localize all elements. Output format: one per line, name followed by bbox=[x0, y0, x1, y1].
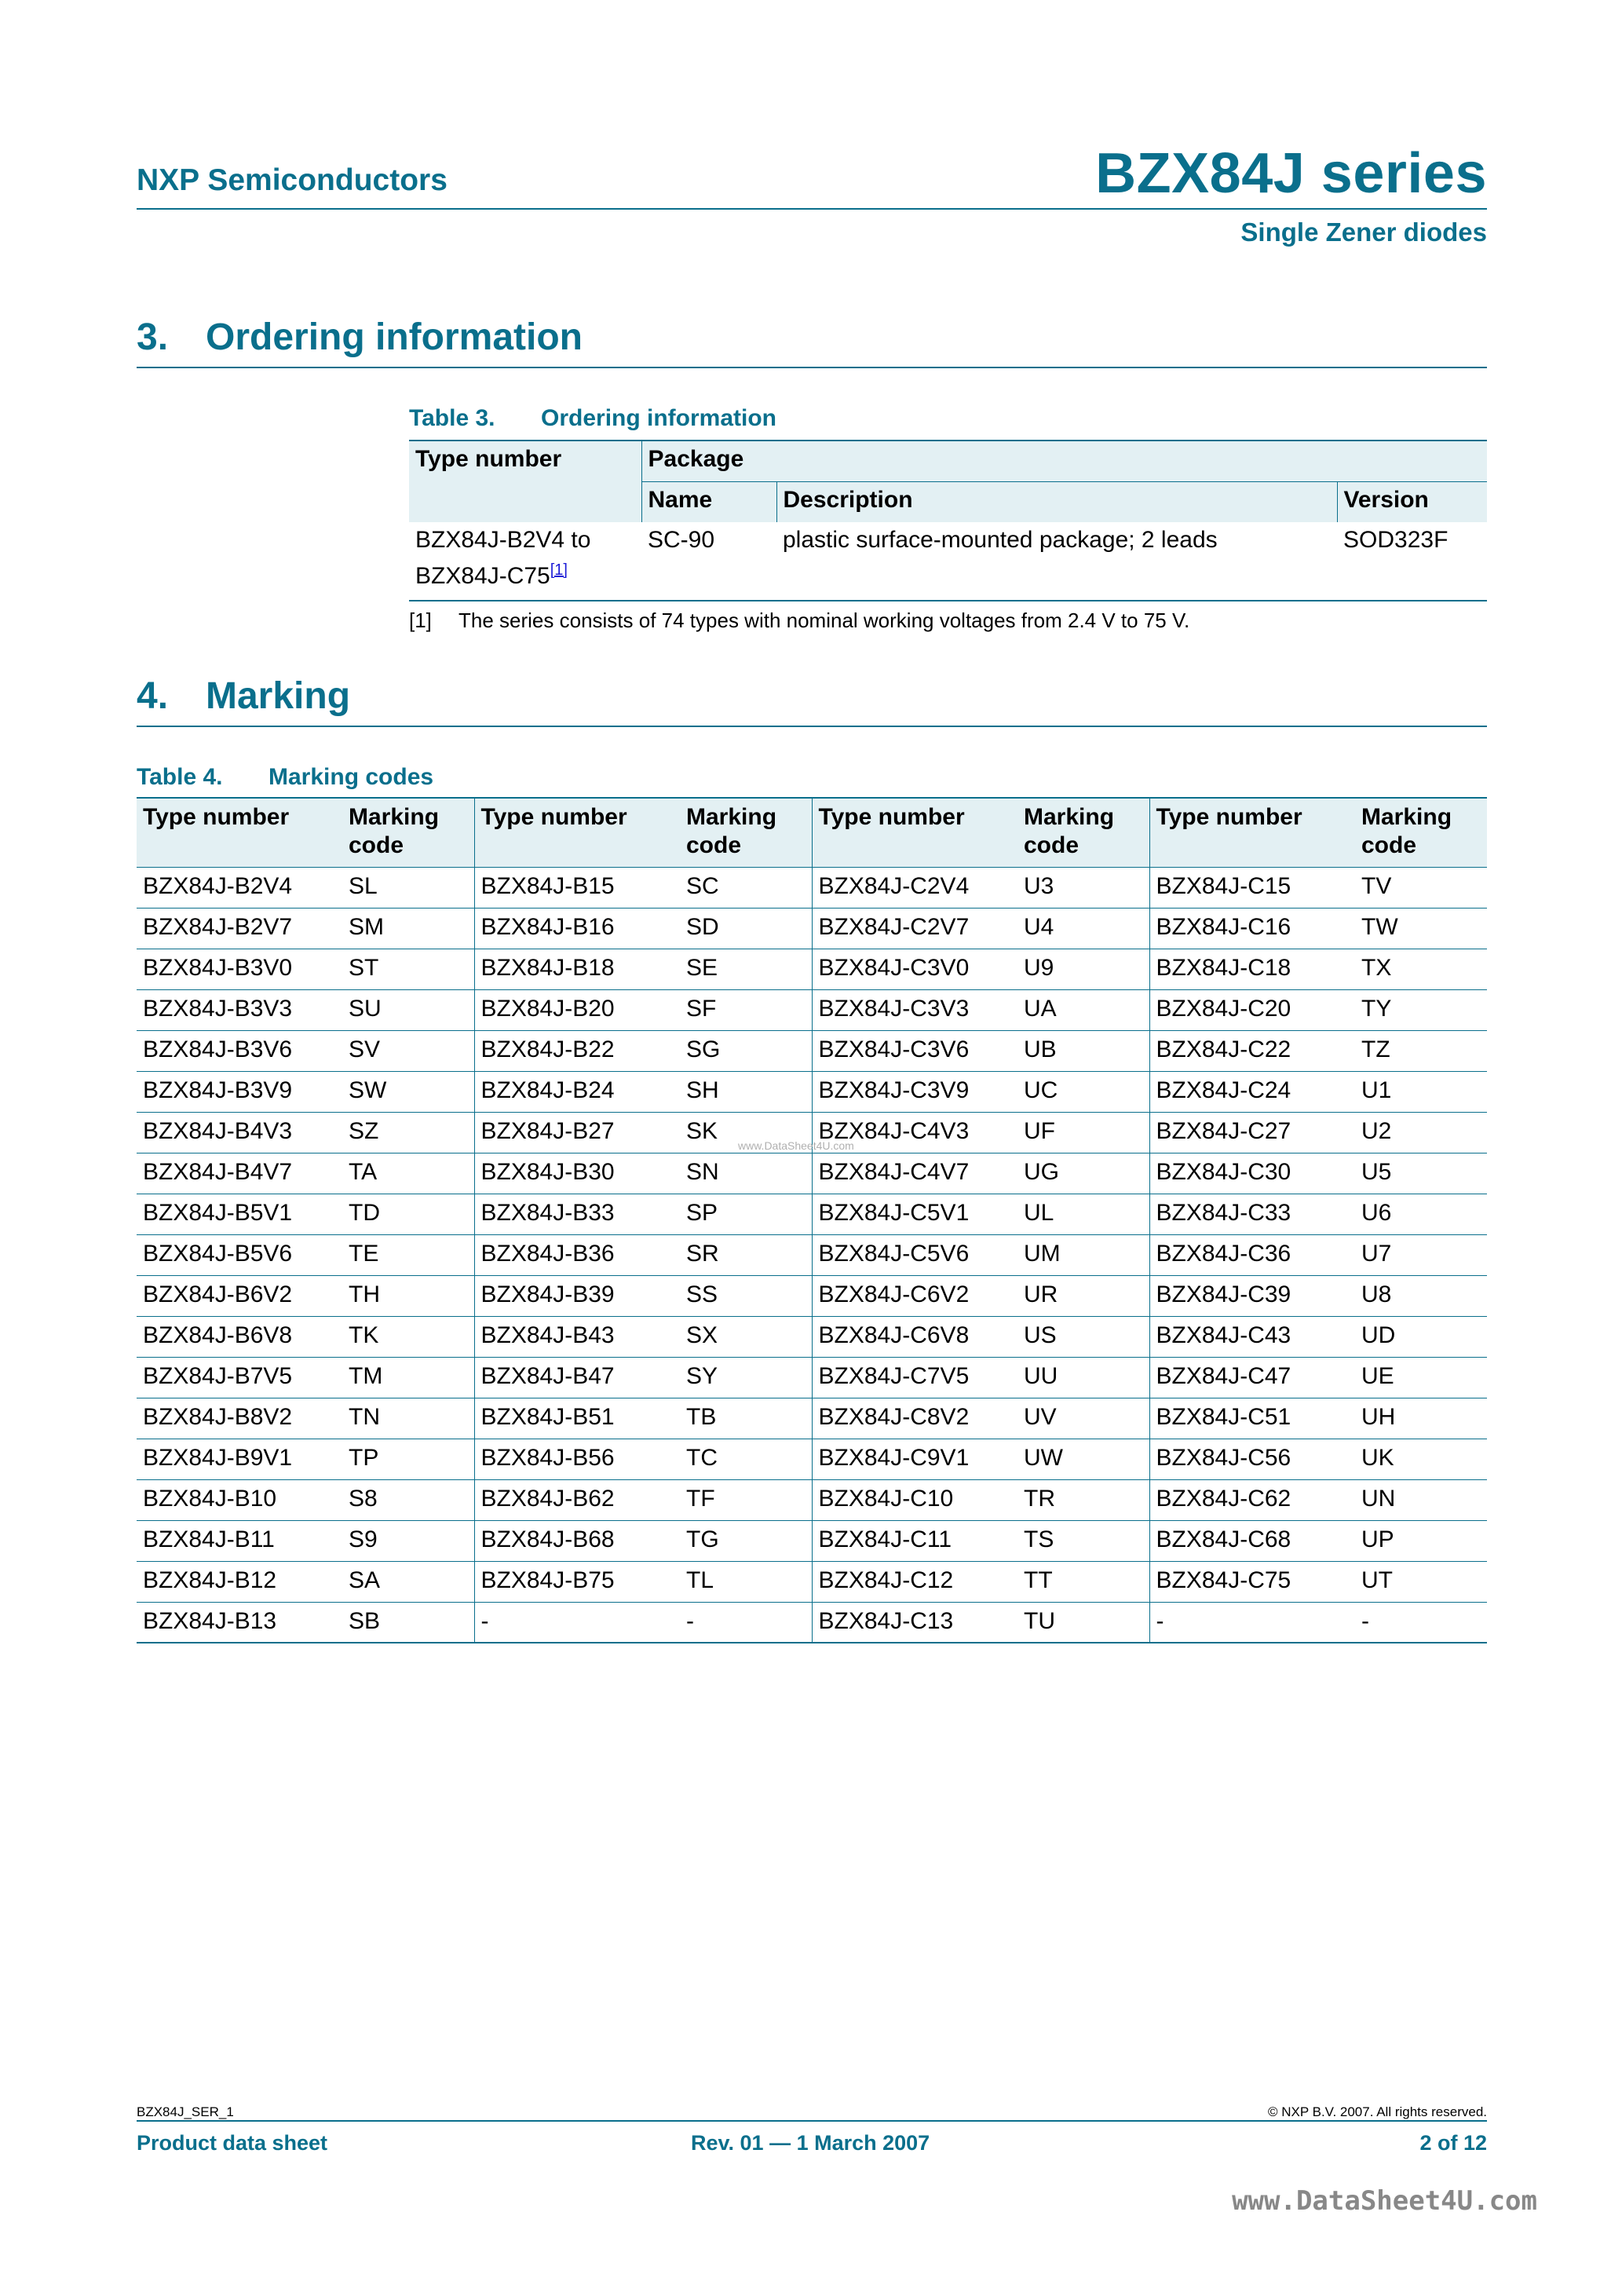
section-4-heading bbox=[137, 675, 350, 718]
table-row bbox=[137, 1561, 1487, 1602]
type-number-cell: BZX84J-B11 bbox=[137, 1520, 342, 1561]
header-marking-line2: code bbox=[1361, 832, 1417, 858]
type-number-cell: BZX84J-B5V1 bbox=[137, 1194, 342, 1234]
revision-date: Rev. 01 — 1 March 2007 bbox=[691, 2131, 930, 2155]
marking-code-cell: SW bbox=[342, 1071, 474, 1112]
marking-code-cell: U9 bbox=[1017, 949, 1149, 989]
table-row bbox=[137, 1398, 1487, 1439]
marking-code-cell: SH bbox=[680, 1071, 812, 1112]
marking-code-cell: SP bbox=[680, 1194, 812, 1234]
marking-code-cell: UA bbox=[1017, 989, 1149, 1030]
type-number-cell: BZX84J-C2V7 bbox=[812, 908, 1017, 949]
marking-code-cell: UC bbox=[1017, 1071, 1149, 1112]
marking-code-cell: SK bbox=[680, 1112, 812, 1153]
marking-code-cell: TE bbox=[342, 1234, 474, 1275]
marking-code-cell: SY bbox=[680, 1357, 812, 1398]
type-number-cell: BZX84J-C36 bbox=[1149, 1234, 1355, 1275]
type-number-cell: BZX84J-C20 bbox=[1149, 989, 1355, 1030]
marking-code-cell: UT bbox=[1355, 1561, 1487, 1602]
type-number-cell: BZX84J-B3V3 bbox=[137, 989, 342, 1030]
type-number-cell: BZX84J-C51 bbox=[1149, 1398, 1355, 1439]
type-number-cell: BZX84J-B7V5 bbox=[137, 1357, 342, 1398]
type-number-cell: BZX84J-C47 bbox=[1149, 1357, 1355, 1398]
type-number-cell: BZX84J-C62 bbox=[1149, 1479, 1355, 1520]
type-number-cell: BZX84J-B9V1 bbox=[137, 1439, 342, 1479]
marking-code-cell: UV bbox=[1017, 1398, 1149, 1439]
marking-code-cell: US bbox=[1017, 1316, 1149, 1357]
marking-code-cell: TY bbox=[1355, 989, 1487, 1030]
marking-code-cell: TA bbox=[342, 1153, 474, 1194]
table-row bbox=[137, 1030, 1487, 1071]
type-number-cell: BZX84J-B2V7 bbox=[137, 908, 342, 949]
marking-code-cell: TW bbox=[1355, 908, 1487, 949]
package-description-cell: plastic surface-mounted package; 2 leads bbox=[776, 522, 1337, 601]
type-number-cell: BZX84J-C16 bbox=[1149, 908, 1355, 949]
table-row bbox=[137, 1479, 1487, 1520]
marking-codes-table bbox=[137, 797, 1487, 1643]
marking-code-cell: SL bbox=[342, 867, 474, 908]
page-number: 2 of 12 bbox=[1419, 2131, 1487, 2155]
package-version-cell: SOD323F bbox=[1337, 522, 1487, 601]
type-number-cell: BZX84J-B5V6 bbox=[137, 1234, 342, 1275]
watermark-text: www.DataSheet4U.com bbox=[738, 1139, 854, 1152]
table-3-caption bbox=[409, 405, 776, 432]
marking-code-cell: U3 bbox=[1017, 867, 1149, 908]
section-title: Ordering information bbox=[206, 316, 583, 358]
header-package: Package bbox=[641, 441, 1487, 482]
type-number-cell: BZX84J-B3V9 bbox=[137, 1071, 342, 1112]
type-number-cell bbox=[409, 522, 641, 601]
header-type-number: Type number bbox=[137, 798, 342, 867]
type-number-cell: BZX84J-C43 bbox=[1149, 1316, 1355, 1357]
marking-code-cell: TN bbox=[342, 1398, 474, 1439]
type-number-cell: BZX84J-C3V9 bbox=[812, 1071, 1017, 1112]
type-number-cell: BZX84J-C5V1 bbox=[812, 1194, 1017, 1234]
footnote-ref: [1] bbox=[409, 609, 432, 632]
type-number-cell: BZX84J-B24 bbox=[474, 1071, 680, 1112]
marking-code-cell: UB bbox=[1017, 1030, 1149, 1071]
header-type-number: Type number bbox=[1149, 798, 1355, 867]
marking-code-cell: SU bbox=[342, 989, 474, 1030]
type-number-cell: BZX84J-C6V8 bbox=[812, 1316, 1017, 1357]
marking-code-cell: TR bbox=[1017, 1479, 1149, 1520]
type-number-cell: BZX84J-B13 bbox=[137, 1602, 342, 1643]
header-description: Description bbox=[776, 482, 1337, 523]
marking-code-cell: UM bbox=[1017, 1234, 1149, 1275]
type-number-cell: BZX84J-C39 bbox=[1149, 1275, 1355, 1316]
header-type-number: Type number bbox=[812, 798, 1017, 867]
document-title: BZX84J series bbox=[1095, 142, 1487, 205]
table-row bbox=[137, 989, 1487, 1030]
type-number-cell: BZX84J-B56 bbox=[474, 1439, 680, 1479]
section-3-heading bbox=[137, 316, 583, 359]
marking-code-cell: SM bbox=[342, 908, 474, 949]
type-number-cell: BZX84J-B75 bbox=[474, 1561, 680, 1602]
type-number-cell: - bbox=[474, 1602, 680, 1643]
type-range-end: BZX84J-C75 bbox=[415, 563, 550, 589]
type-number-cell: BZX84J-C4V3 bbox=[812, 1112, 1017, 1153]
type-number-cell: BZX84J-C27 bbox=[1149, 1112, 1355, 1153]
type-number-cell: BZX84J-B43 bbox=[474, 1316, 680, 1357]
marking-code-cell: TX bbox=[1355, 949, 1487, 989]
type-number-cell: BZX84J-C24 bbox=[1149, 1071, 1355, 1112]
section-number: 3. bbox=[137, 316, 169, 358]
marking-code-cell: U8 bbox=[1355, 1275, 1487, 1316]
marking-code-cell: UD bbox=[1355, 1316, 1487, 1357]
type-number-cell: BZX84J-B36 bbox=[474, 1234, 680, 1275]
table-row bbox=[137, 1357, 1487, 1398]
type-number-cell: BZX84J-B4V7 bbox=[137, 1153, 342, 1194]
type-number-cell: BZX84J-B10 bbox=[137, 1479, 342, 1520]
table-row bbox=[137, 1275, 1487, 1316]
table-row bbox=[137, 1439, 1487, 1479]
marking-code-cell: SX bbox=[680, 1316, 812, 1357]
type-number-cell: BZX84J-C3V0 bbox=[812, 949, 1017, 989]
type-number-cell: BZX84J-C18 bbox=[1149, 949, 1355, 989]
marking-code-cell: UW bbox=[1017, 1439, 1149, 1479]
section-title: Marking bbox=[206, 675, 351, 717]
type-number-cell: BZX84J-B3V6 bbox=[137, 1030, 342, 1071]
header-marking-code bbox=[1355, 798, 1487, 867]
document-type: Product data sheet bbox=[137, 2131, 328, 2155]
table-row bbox=[137, 908, 1487, 949]
header-name: Name bbox=[641, 482, 776, 523]
marking-code-cell: TF bbox=[680, 1479, 812, 1520]
copyright-notice: © NXP B.V. 2007. All rights reserved. bbox=[1267, 2104, 1487, 2119]
type-number-cell: BZX84J-B62 bbox=[474, 1479, 680, 1520]
type-number-cell: BZX84J-B2V4 bbox=[137, 867, 342, 908]
type-number-cell: BZX84J-B47 bbox=[474, 1357, 680, 1398]
type-number-cell: BZX84J-B6V2 bbox=[137, 1275, 342, 1316]
footnote-text: The series consists of 74 types with nominal working voltages from 2.4 V to 75 V. bbox=[458, 609, 1190, 632]
marking-code-cell: UN bbox=[1355, 1479, 1487, 1520]
marking-code-cell: TG bbox=[680, 1520, 812, 1561]
marking-code-cell: U2 bbox=[1355, 1112, 1487, 1153]
type-number-cell: BZX84J-B8V2 bbox=[137, 1398, 342, 1439]
header-marking-code bbox=[680, 798, 812, 867]
marking-code-cell: U5 bbox=[1355, 1153, 1487, 1194]
marking-code-cell: TU bbox=[1017, 1602, 1149, 1643]
footer-rule bbox=[137, 2120, 1487, 2122]
marking-code-cell: U4 bbox=[1017, 908, 1149, 949]
type-number-cell: BZX84J-B15 bbox=[474, 867, 680, 908]
table-title: Ordering information bbox=[541, 405, 776, 431]
type-number-cell: BZX84J-C3V3 bbox=[812, 989, 1017, 1030]
type-number-cell: BZX84J-C33 bbox=[1149, 1194, 1355, 1234]
table-row bbox=[137, 949, 1487, 989]
type-number-cell: BZX84J-B18 bbox=[474, 949, 680, 989]
marking-code-cell: S8 bbox=[342, 1479, 474, 1520]
header-rule bbox=[137, 208, 1487, 210]
marking-code-cell: SB bbox=[342, 1602, 474, 1643]
type-number-cell: BZX84J-B12 bbox=[137, 1561, 342, 1602]
table-header-row bbox=[137, 798, 1487, 867]
type-number-cell: BZX84J-B30 bbox=[474, 1153, 680, 1194]
marking-code-cell: SR bbox=[680, 1234, 812, 1275]
marking-code-cell: TM bbox=[342, 1357, 474, 1398]
header-type-number: Type number bbox=[474, 798, 680, 867]
table-row bbox=[137, 1194, 1487, 1234]
type-number-cell: BZX84J-B3V0 bbox=[137, 949, 342, 989]
marking-code-cell: ST bbox=[342, 949, 474, 989]
type-number-cell: BZX84J-C75 bbox=[1149, 1561, 1355, 1602]
table-label: Table 3. bbox=[409, 405, 495, 431]
header-marking-line1: Marking bbox=[349, 804, 440, 830]
table-row bbox=[137, 1602, 1487, 1643]
section-4-rule bbox=[137, 726, 1487, 727]
marking-code-cell: SE bbox=[680, 949, 812, 989]
header-marking-line1: Marking bbox=[1361, 804, 1452, 830]
marking-code-cell: TS bbox=[1017, 1520, 1149, 1561]
type-number-cell: BZX84J-C5V6 bbox=[812, 1234, 1017, 1275]
footnote-link[interactable]: [1] bbox=[550, 561, 568, 579]
type-number-cell: BZX84J-C22 bbox=[1149, 1030, 1355, 1071]
type-number-cell: BZX84J-C56 bbox=[1149, 1439, 1355, 1479]
marking-code-cell: UL bbox=[1017, 1194, 1149, 1234]
type-number-cell: BZX84J-C15 bbox=[1149, 867, 1355, 908]
type-number-cell: BZX84J-B51 bbox=[474, 1398, 680, 1439]
marking-code-cell: TC bbox=[680, 1439, 812, 1479]
type-number-cell: BZX84J-B20 bbox=[474, 989, 680, 1030]
marking-code-cell: UF bbox=[1017, 1112, 1149, 1153]
marking-code-cell: SD bbox=[680, 908, 812, 949]
header-marking-code bbox=[342, 798, 474, 867]
document-id: BZX84J_SER_1 bbox=[137, 2104, 234, 2119]
table-title: Marking codes bbox=[269, 764, 434, 790]
table-row bbox=[409, 522, 1487, 601]
type-number-cell: BZX84J-B22 bbox=[474, 1030, 680, 1071]
type-number-cell: BZX84J-B6V8 bbox=[137, 1316, 342, 1357]
table-row bbox=[137, 1234, 1487, 1275]
marking-code-cell: TK bbox=[342, 1316, 474, 1357]
marking-code-cell: SA bbox=[342, 1561, 474, 1602]
type-number-cell: BZX84J-B4V3 bbox=[137, 1112, 342, 1153]
marking-code-cell: UU bbox=[1017, 1357, 1149, 1398]
table-row bbox=[137, 1071, 1487, 1112]
marking-code-cell: UK bbox=[1355, 1439, 1487, 1479]
type-number-cell: BZX84J-C3V6 bbox=[812, 1030, 1017, 1071]
marking-code-cell: SF bbox=[680, 989, 812, 1030]
marking-code-cell: SS bbox=[680, 1275, 812, 1316]
type-number-cell: BZX84J-C9V1 bbox=[812, 1439, 1017, 1479]
type-number-cell: BZX84J-C2V4 bbox=[812, 867, 1017, 908]
header-marking-line1: Marking bbox=[686, 804, 777, 830]
marking-code-cell: UE bbox=[1355, 1357, 1487, 1398]
marking-code-cell: - bbox=[1355, 1602, 1487, 1643]
table-4-caption bbox=[137, 764, 433, 791]
ordering-information-table bbox=[409, 440, 1487, 601]
marking-code-cell: UR bbox=[1017, 1275, 1149, 1316]
watermark-footer: www.DataSheet4U.com bbox=[1232, 2185, 1537, 2217]
type-number-cell: BZX84J-C68 bbox=[1149, 1520, 1355, 1561]
type-number-cell: BZX84J-C6V2 bbox=[812, 1275, 1017, 1316]
table-row bbox=[137, 1520, 1487, 1561]
marking-code-cell: S9 bbox=[342, 1520, 474, 1561]
type-number-cell: BZX84J-B33 bbox=[474, 1194, 680, 1234]
document-subtitle: Single Zener diodes bbox=[1240, 218, 1487, 247]
marking-code-cell: U6 bbox=[1355, 1194, 1487, 1234]
marking-code-cell: TD bbox=[342, 1194, 474, 1234]
marking-code-cell: UH bbox=[1355, 1398, 1487, 1439]
marking-code-cell: TB bbox=[680, 1398, 812, 1439]
type-number-cell: BZX84J-B16 bbox=[474, 908, 680, 949]
type-number-cell: BZX84J-B68 bbox=[474, 1520, 680, 1561]
type-number-cell: BZX84J-C11 bbox=[812, 1520, 1017, 1561]
type-number-cell: BZX84J-B39 bbox=[474, 1275, 680, 1316]
marking-code-cell: TL bbox=[680, 1561, 812, 1602]
table-body bbox=[137, 867, 1487, 1643]
type-number-cell: BZX84J-C30 bbox=[1149, 1153, 1355, 1194]
section-number: 4. bbox=[137, 675, 169, 717]
marking-code-cell: TH bbox=[342, 1275, 474, 1316]
header-marking-line2: code bbox=[686, 832, 742, 858]
marking-code-cell: UG bbox=[1017, 1153, 1149, 1194]
table-3-footnote bbox=[409, 609, 1189, 633]
type-number-cell: BZX84J-C8V2 bbox=[812, 1398, 1017, 1439]
marking-code-cell: TZ bbox=[1355, 1030, 1487, 1071]
marking-code-cell: SC bbox=[680, 867, 812, 908]
marking-code-cell: SN bbox=[680, 1153, 812, 1194]
header-type-number: Type number bbox=[409, 441, 641, 522]
type-number-cell: BZX84J-C7V5 bbox=[812, 1357, 1017, 1398]
marking-code-cell: SV bbox=[342, 1030, 474, 1071]
header-marking-code bbox=[1017, 798, 1149, 867]
type-number-cell: BZX84J-C10 bbox=[812, 1479, 1017, 1520]
marking-code-cell: SZ bbox=[342, 1112, 474, 1153]
company-name: NXP Semiconductors bbox=[137, 163, 448, 197]
table-row bbox=[137, 1153, 1487, 1194]
header-marking-line2: code bbox=[1024, 832, 1080, 858]
marking-code-cell: UP bbox=[1355, 1520, 1487, 1561]
type-range-start: BZX84J-B2V4 to bbox=[415, 527, 591, 553]
header-version: Version bbox=[1337, 482, 1487, 523]
table-row bbox=[137, 1316, 1487, 1357]
marking-code-cell: TT bbox=[1017, 1561, 1149, 1602]
header-marking-line2: code bbox=[349, 832, 404, 858]
marking-code-cell: TP bbox=[342, 1439, 474, 1479]
type-number-cell: BZX84J-C12 bbox=[812, 1561, 1017, 1602]
table-row bbox=[137, 867, 1487, 908]
marking-code-cell: TV bbox=[1355, 867, 1487, 908]
table-label: Table 4. bbox=[137, 764, 223, 790]
section-3-rule bbox=[137, 367, 1487, 368]
package-name-cell: SC-90 bbox=[641, 522, 776, 601]
marking-code-cell: U7 bbox=[1355, 1234, 1487, 1275]
marking-code-cell: SG bbox=[680, 1030, 812, 1071]
type-number-cell: BZX84J-C4V7 bbox=[812, 1153, 1017, 1194]
type-number-cell: BZX84J-C13 bbox=[812, 1602, 1017, 1643]
type-number-cell: - bbox=[1149, 1602, 1355, 1643]
header-marking-line1: Marking bbox=[1024, 804, 1115, 830]
marking-code-cell: U1 bbox=[1355, 1071, 1487, 1112]
marking-code-cell: - bbox=[680, 1602, 812, 1643]
type-number-cell: BZX84J-B27 bbox=[474, 1112, 680, 1153]
